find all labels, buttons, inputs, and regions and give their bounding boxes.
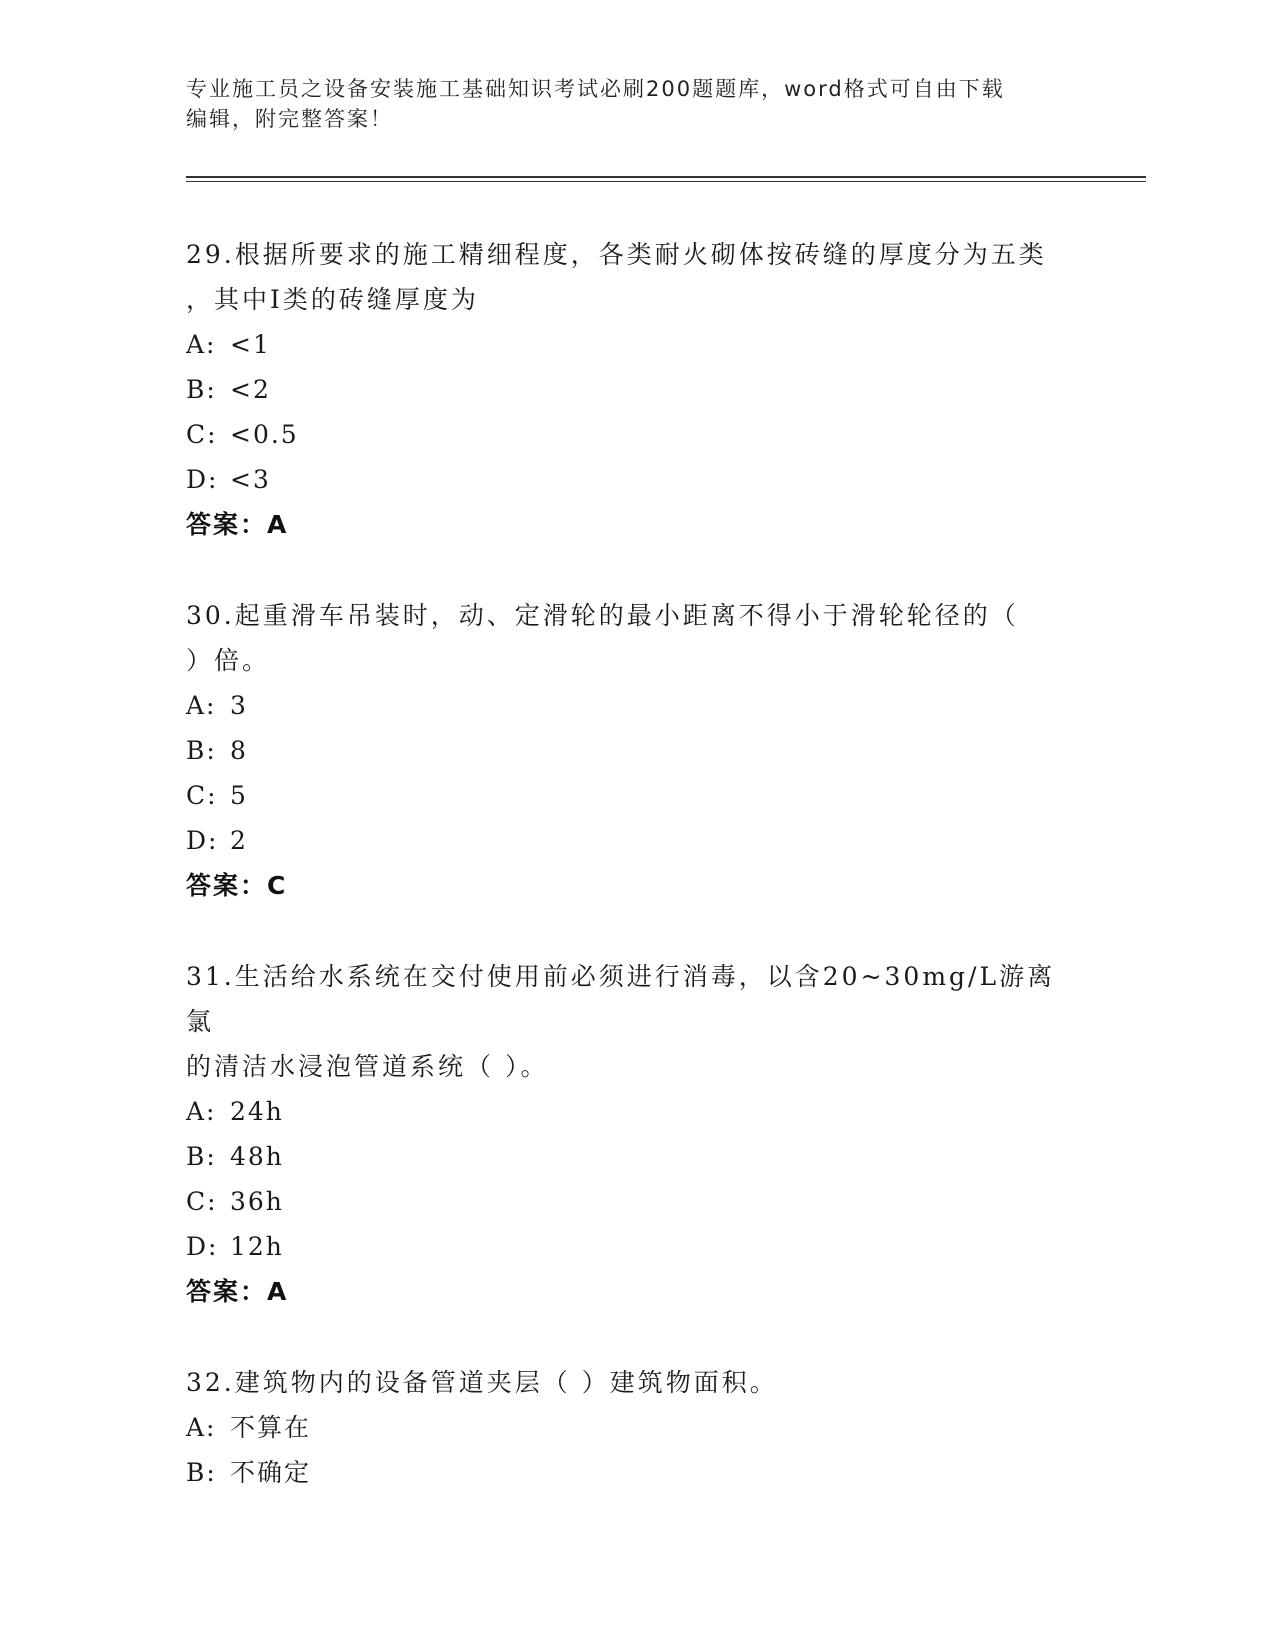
option-letter: A: bbox=[186, 1097, 217, 1126]
option-letter: B: bbox=[186, 736, 217, 765]
answer-line: 答案：A bbox=[186, 510, 289, 539]
option-a bbox=[186, 1405, 1066, 1450]
option-letter: C: bbox=[186, 420, 218, 449]
header-divider bbox=[186, 176, 1146, 182]
question-text-line: 31.生活给水系统在交付使用前必须进行消毒，以含20~30mg/L游离氯 bbox=[186, 962, 1056, 1036]
option-letter: B: bbox=[186, 375, 217, 404]
option-text: <3 bbox=[230, 465, 271, 494]
header-line-2: 编辑，附完整答案！ bbox=[186, 107, 393, 131]
option-text: 12h bbox=[230, 1232, 284, 1261]
option-letter: A: bbox=[186, 330, 217, 359]
option-text: 不算在 bbox=[230, 1413, 312, 1442]
option-a bbox=[186, 1089, 1066, 1134]
option-text: 24h bbox=[230, 1097, 284, 1126]
question-text-line: 29.根据所要求的施工精细程度，各类耐火砌体按砖缝的厚度分为五类 bbox=[186, 240, 1047, 269]
question-32 bbox=[186, 1360, 1066, 1495]
document-header bbox=[186, 74, 1066, 134]
header-line-1: 专业施工员之设备安装施工基础知识考试必刷200题题库，word格式可自由下载 bbox=[186, 77, 1005, 101]
document-page bbox=[186, 0, 1146, 1650]
question-text-line: ，其中Ⅰ类的砖缝厚度为 bbox=[186, 285, 479, 314]
option-text: <1 bbox=[230, 330, 271, 359]
option-b bbox=[186, 1134, 1066, 1179]
question-text-line: 的清洁水浸泡管道系统（ ）。 bbox=[186, 1052, 549, 1081]
option-c bbox=[186, 1179, 1066, 1224]
option-letter: D: bbox=[186, 465, 219, 494]
option-c bbox=[186, 773, 1066, 818]
option-text: <0.5 bbox=[230, 420, 299, 449]
answer-line: 答案：C bbox=[186, 871, 288, 900]
option-text: 5 bbox=[230, 781, 248, 810]
answer-line: 答案：A bbox=[186, 1277, 289, 1306]
question-text-line: 32.建筑物内的设备管道夹层（ ）建筑物面积。 bbox=[186, 1368, 778, 1397]
question-31 bbox=[186, 954, 1066, 1314]
option-letter: B: bbox=[186, 1142, 217, 1171]
option-b bbox=[186, 367, 1066, 412]
option-d bbox=[186, 1224, 1066, 1269]
option-b bbox=[186, 728, 1066, 773]
option-d bbox=[186, 457, 1066, 502]
option-a bbox=[186, 322, 1066, 367]
option-text: 36h bbox=[230, 1187, 284, 1216]
question-list bbox=[186, 232, 1066, 1541]
question-text-line: ）倍。 bbox=[186, 646, 271, 675]
question-text-line: 30.起重滑车吊装时，动、定滑轮的最小距离不得小于滑轮轮径的（ bbox=[186, 601, 1019, 630]
option-text: 2 bbox=[230, 826, 248, 855]
option-text: 48h bbox=[230, 1142, 284, 1171]
option-b bbox=[186, 1450, 1066, 1495]
option-letter: B: bbox=[186, 1458, 217, 1487]
option-a bbox=[186, 683, 1066, 728]
question-30 bbox=[186, 593, 1066, 908]
option-letter: D: bbox=[186, 1232, 219, 1261]
question-29 bbox=[186, 232, 1066, 547]
option-letter: C: bbox=[186, 781, 218, 810]
option-c bbox=[186, 412, 1066, 457]
option-text: 8 bbox=[230, 736, 248, 765]
option-letter: A: bbox=[186, 691, 217, 720]
option-d bbox=[186, 818, 1066, 863]
option-text: 3 bbox=[230, 691, 248, 720]
option-letter: A: bbox=[186, 1413, 217, 1442]
option-letter: C: bbox=[186, 1187, 218, 1216]
option-text: 不确定 bbox=[230, 1458, 312, 1487]
option-letter: D: bbox=[186, 826, 219, 855]
option-text: <2 bbox=[230, 375, 271, 404]
